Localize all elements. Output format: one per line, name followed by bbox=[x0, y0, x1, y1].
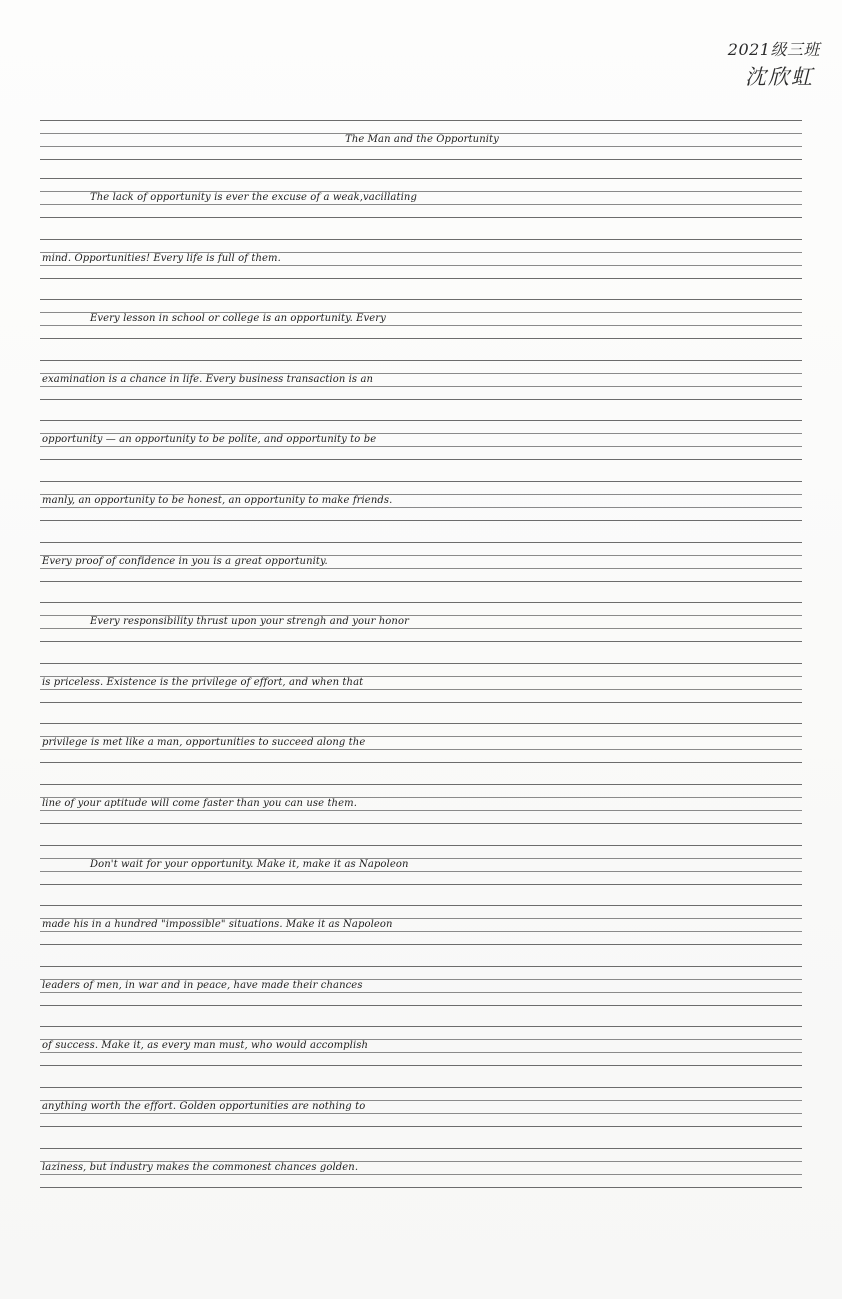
line-text: mind. Opportunities! Every life is full of them. bbox=[42, 252, 281, 264]
handwritten-line bbox=[40, 360, 802, 400]
line-text: anything worth the effort. Golden opportunities are nothing to bbox=[42, 1101, 366, 1112]
essay-title: The Man and the Opportunity bbox=[345, 134, 499, 145]
handwritten-line bbox=[40, 905, 802, 945]
header-note bbox=[728, 38, 820, 94]
line-text: Every responsibility thrust upon your strengh and your honor bbox=[90, 616, 409, 628]
line-text: Every proof of confidence in you is a great opportunity. bbox=[42, 555, 328, 567]
handwritten-line bbox=[40, 602, 802, 642]
line-text: privilege is met like a man, opportunities to succeed along the bbox=[42, 737, 366, 749]
student-name: 沈欣虹 bbox=[745, 65, 814, 89]
line-text: examination is a chance in life. Every business transaction is an bbox=[42, 373, 374, 385]
line-text: manly, an opportunity to be honest, an opportunity to make friends. bbox=[42, 495, 393, 506]
line-text: made his in a hundred "impossible" situations. Make it as Napoleon bbox=[42, 919, 393, 931]
handwritten-line bbox=[40, 1026, 802, 1066]
line-text: of success. Make it, as every man must, who would accomplish bbox=[42, 1040, 369, 1052]
handwritten-line bbox=[40, 784, 802, 824]
handwritten-line bbox=[40, 481, 802, 521]
line-text: Every lesson in school or college is an opportunity. Every bbox=[90, 313, 386, 325]
title-row bbox=[40, 120, 802, 160]
line-text: is priceless. Existence is the privilege of effort, and when that bbox=[42, 676, 364, 688]
line-text: The lack of opportunity is ever the excuse of a weak,vacillating bbox=[90, 192, 417, 203]
handwritten-line bbox=[40, 542, 802, 582]
handwritten-line bbox=[40, 966, 802, 1006]
handwritten-line bbox=[40, 299, 802, 339]
handwritten-line bbox=[40, 723, 802, 763]
handwritten-line bbox=[40, 420, 802, 460]
line-text: Don't wait for your opportunity. Make it, make it as Napoleon bbox=[90, 858, 409, 870]
line-text: leaders of men, in war and in peace, have made their chances bbox=[42, 979, 363, 991]
line-text: laziness, but industry makes the commonest chances golden. bbox=[42, 1161, 359, 1173]
line-text: opportunity — an opportunity to be polite, and opportunity to be bbox=[42, 434, 377, 446]
handwritten-line bbox=[40, 1148, 802, 1188]
handwritten-line bbox=[40, 239, 802, 279]
line-text: line of your aptitude will come faster than you can use them. bbox=[42, 798, 357, 809]
handwritten-line bbox=[40, 1087, 802, 1127]
handwritten-line bbox=[40, 178, 802, 218]
handwritten-line bbox=[40, 845, 802, 885]
handwritten-line bbox=[40, 663, 802, 703]
class-label: 2021级三班 bbox=[727, 40, 820, 59]
